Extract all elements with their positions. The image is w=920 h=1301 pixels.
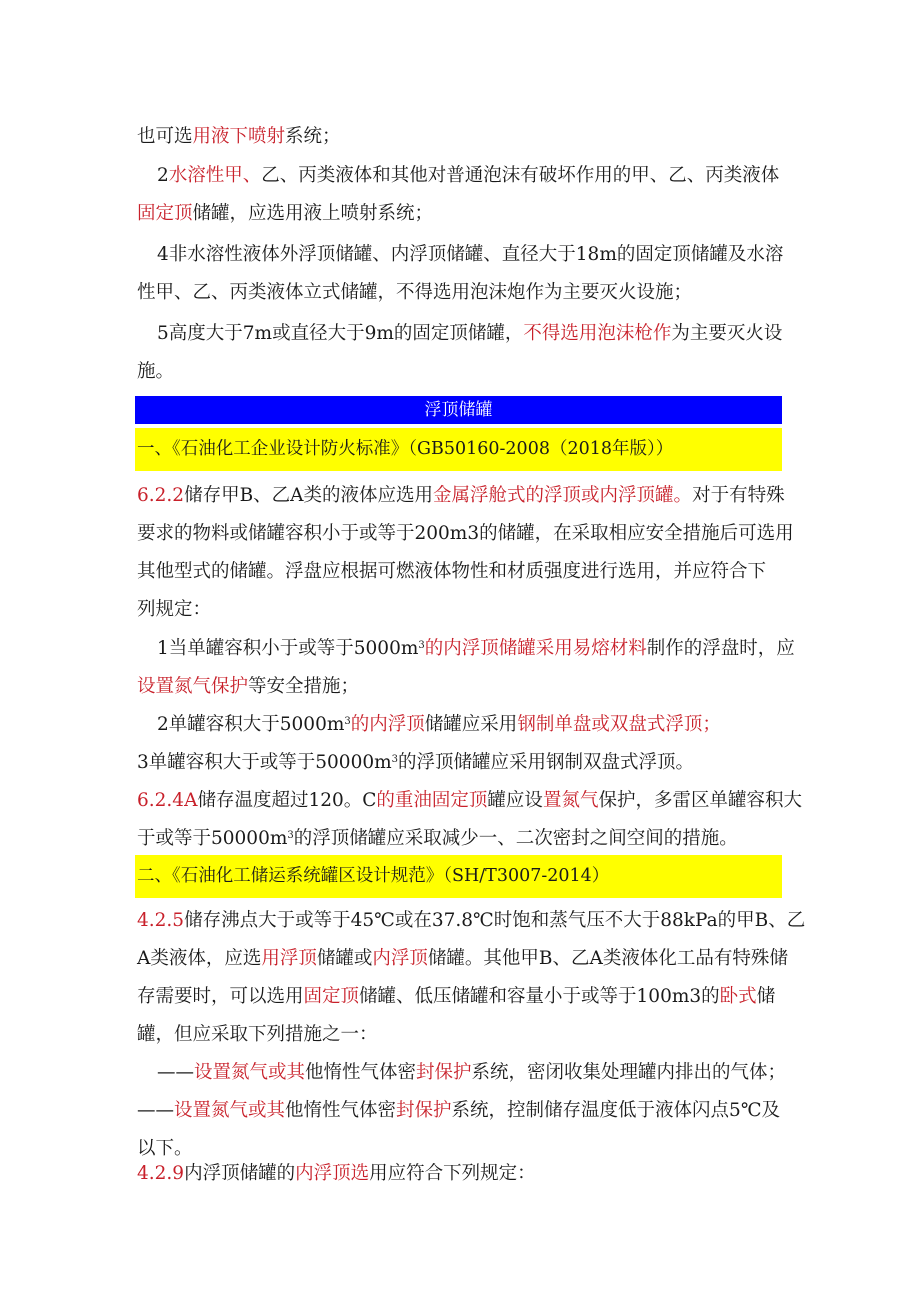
text-run: 储存甲B、乙A类的液体应选用: [184, 485, 434, 506]
text-run: 保护，多雷区单罐容积大: [598, 790, 802, 811]
clause-4-2-9: [137, 1155, 787, 1193]
superscript: 3: [418, 640, 425, 651]
text-run: 储罐或: [316, 948, 373, 969]
text-run: 系统，控制储存温度低于液体闪点5℃及: [451, 1100, 781, 1121]
text-run: 乙、丙类液体和其他对普通泡沫有破坏作用的甲、乙、丙类液体: [261, 165, 780, 186]
superscript: 3: [391, 754, 399, 765]
highlight-run: 置氮气: [542, 790, 599, 811]
highlight-run: 钢制单盘或双盘式浮顶；: [517, 714, 721, 735]
highlight-run: 金属浮舱式的浮顶或内浮顶罐。: [433, 485, 693, 506]
text-run: 内浮顶储罐的: [184, 1163, 296, 1184]
text-run: 的浮顶储罐应采取减少一、二次密封之间空间的措施。: [293, 828, 738, 849]
text-run: 等安全措施；: [248, 676, 360, 697]
text-line: 罐，但应采取下列措施之一：: [137, 1024, 378, 1045]
standard-heading-1: 一、《石油化工企业设计防火标准》（GB50160-2008（2018年版））: [135, 428, 782, 471]
highlight-run: 固定顶: [137, 203, 193, 224]
highlight-run: 内浮顶: [372, 948, 428, 969]
text-run: 对于有特殊: [692, 485, 785, 506]
clause-number: 4.2.5: [137, 910, 185, 931]
text-line: [137, 1155, 787, 1193]
text-line: [137, 630, 795, 668]
text-run: 系统；: [285, 126, 341, 147]
text-line: [137, 157, 787, 195]
section-title-bar: 浮顶储罐: [135, 396, 782, 424]
highlight-run: 设置氮气保护: [137, 676, 249, 697]
highlight-run: 封保护: [396, 1100, 452, 1121]
text-line: 性甲、乙、丙类液体立式储罐，不得选用泡沫炮作为主要灭火设施；: [137, 282, 693, 303]
text-line: 4非水溶性液体外浮顶储罐、内浮顶储罐、直径大于18m的固定顶储罐及水溶: [157, 244, 784, 265]
text-run: 罐应设: [487, 790, 543, 811]
highlight-run: 封保护: [416, 1062, 472, 1083]
text-line: 列规定：: [137, 599, 212, 620]
paragraph-foam-subsurface: [137, 118, 787, 156]
text-run: ——: [137, 1100, 174, 1121]
text-line: [137, 902, 806, 940]
text-run: 于或等于50000m: [137, 828, 288, 849]
text-line: [137, 1092, 787, 1130]
text-run: 储存沸点大于或等于45℃或在37.8℃时饱和蒸气压不大于88kPa的甲B、乙: [184, 910, 806, 931]
text-run: 2单罐容积大于5000m: [157, 714, 345, 735]
clause-number: 4.2.9: [137, 1163, 185, 1184]
text-run: 1当单罐容积小于或等于5000m: [157, 638, 419, 659]
text-line: [137, 940, 787, 978]
text-line: [137, 477, 787, 515]
highlight-run: 设置氮气或其: [194, 1062, 306, 1083]
text-line: 其他型式的储罐。浮盘应根据可燃液体物性和材质强度进行选用，并应符合下: [137, 561, 767, 582]
highlight-run: 水溶性甲、: [168, 165, 262, 186]
highlight-run: 固定顶: [303, 986, 360, 1007]
text-run: 制作的浮盘时，应: [646, 638, 795, 659]
text-run: 用应符合下列规定：: [369, 1163, 536, 1184]
clause-6-2-2-item-1: [137, 630, 795, 706]
text-run: 储: [756, 986, 776, 1007]
text-line: [137, 782, 802, 820]
text-line: [137, 195, 787, 233]
clause-6-2-4: [137, 782, 802, 858]
highlight-run: 不得选用泡沫枪作: [523, 323, 672, 344]
highlight-run: 用液下喷射: [192, 126, 286, 147]
text-run: 他惰性气体密: [285, 1100, 397, 1121]
paragraph-item-5: [137, 315, 787, 391]
paragraph-item-4: [137, 236, 787, 312]
text-run: 储罐，应选用液上喷射系统；: [192, 203, 434, 224]
text-run: 储存温度超过120。C: [197, 790, 377, 811]
text-run: 储罐应采用: [424, 714, 518, 735]
text-run: 储罐。其他甲B、乙A类液体化工品有特殊储: [427, 948, 788, 969]
highlight-run: 内浮顶选: [295, 1163, 370, 1184]
paragraph-item-2: [137, 157, 787, 233]
text-line: [137, 118, 787, 156]
clause-6-2-2-item-3: [137, 744, 787, 782]
highlight-run: 卧式: [719, 986, 757, 1007]
superscript: 3: [344, 716, 351, 727]
text-line: [137, 706, 787, 744]
text-run: 系统，密闭收集处理罐内排出的气体；: [471, 1062, 787, 1083]
text-run: 为主要灭火设: [671, 323, 783, 344]
text-line: 要求的物料或储罐容积小于或等于200m3的储罐，在采取相应安全措施后可选用: [137, 523, 794, 544]
text-line: [137, 315, 787, 353]
clause-number: 6.2.2: [137, 485, 185, 506]
text-run: A类液体，应选: [137, 948, 262, 969]
text-run: 2: [157, 165, 169, 186]
highlight-run: 设置氮气或其: [174, 1100, 286, 1121]
text-line: [137, 820, 787, 858]
standard-heading-2: 二、《石油化工储运系统罐区设计规范》（SH/T3007-2014）: [135, 855, 782, 898]
text-run: ——: [157, 1062, 194, 1083]
superscript: 3: [287, 830, 294, 841]
text-line: [137, 668, 787, 706]
text-run: 存需要时，可以选用: [137, 986, 304, 1007]
clause-6-2-2-item-2: [137, 706, 787, 744]
highlight-run: 的重油固定顶: [376, 790, 488, 811]
text-run: 的浮顶储罐应采用钢制双盘式浮顶。: [398, 752, 695, 773]
text-line: 以下。: [137, 1138, 193, 1159]
clause-6-2-2: [137, 477, 794, 629]
text-line: [137, 1054, 787, 1092]
text-line: 施。: [137, 361, 175, 382]
text-run: 他惰性气体密: [305, 1062, 417, 1083]
text-line: [137, 744, 787, 782]
text-run: 也可选: [137, 126, 193, 147]
clause-number: 6.2.4A: [137, 790, 198, 811]
highlight-run: 的内浮顶储罐采用易熔材料: [424, 638, 647, 659]
clause-4-2-5: [137, 902, 806, 1168]
text-run: 3单罐容积大于或等于50000m: [137, 752, 392, 773]
highlight-run: 的内浮顶: [350, 714, 425, 735]
text-run: 5高度大于7m或直径大于9m的固定顶储罐，: [157, 323, 524, 344]
text-line: [137, 978, 787, 1016]
text-run: 储罐、低压储罐和容量小于或等于100m3的: [359, 986, 720, 1007]
highlight-run: 用浮顶: [261, 948, 317, 969]
